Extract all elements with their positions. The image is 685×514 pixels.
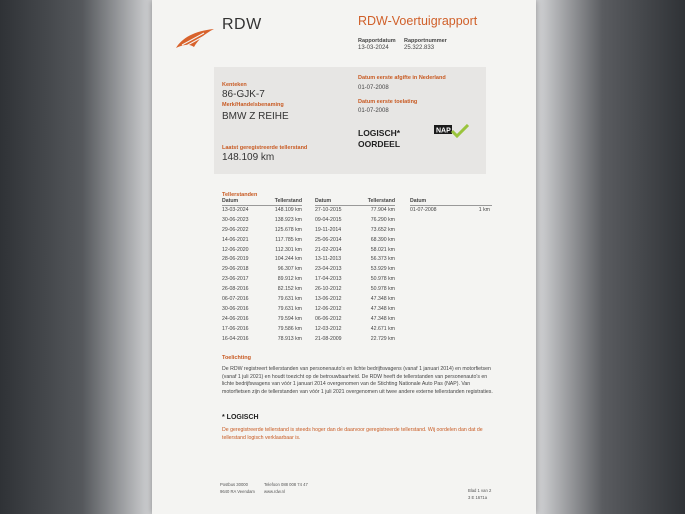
reading-km: 82.152 km <box>277 286 302 293</box>
plate-label: Kenteken <box>222 82 247 88</box>
reading-km: 58.021 km <box>370 246 395 253</box>
reading-km: 148.109 km <box>274 207 302 213</box>
reading-date: 06-07-2016 <box>222 296 249 303</box>
reading-km: 1 km <box>478 207 490 213</box>
make-value: BMW Z REIHE <box>222 111 289 122</box>
table-header <box>222 198 302 206</box>
footer-page-number: Blad 1 van 2 <box>468 488 492 493</box>
readings-table-2 <box>315 198 395 344</box>
reading-date: 12-03-2012 <box>315 325 342 332</box>
table-row <box>315 206 395 216</box>
table-row <box>315 325 395 335</box>
reading-km: 68.390 km <box>370 236 395 243</box>
report-date: 13-03-2024 <box>358 45 389 51</box>
reading-date: 13-03-2024 <box>222 207 249 213</box>
footer-contact <box>264 481 308 495</box>
footer-city: 9640 RA Veendam <box>220 489 255 494</box>
last-odo-value: 148.109 km <box>222 152 275 163</box>
reading-date: 21-08-2009 <box>315 335 342 342</box>
report-title: RDW-Voertuigrapport <box>358 14 478 28</box>
table-row <box>222 295 302 305</box>
reading-km: 96.307 km <box>277 266 302 273</box>
reading-km: 89.912 km <box>277 276 302 283</box>
col-odo-header: Tellerstand <box>367 198 395 204</box>
table-header <box>410 198 492 206</box>
reading-km: 73.652 km <box>370 226 395 233</box>
rdw-logo-icon <box>174 28 216 50</box>
reading-date: 13-06-2012 <box>315 296 342 303</box>
reading-date: 09-04-2015 <box>315 216 342 223</box>
report-page <box>152 0 536 514</box>
col-odo-header <box>450 198 490 205</box>
footer-code: 3 E 1671a <box>468 495 488 500</box>
reading-km: 42.671 km <box>370 325 395 332</box>
reading-km: 50.978 km <box>370 276 395 283</box>
reading-km: 76.290 km <box>370 216 395 223</box>
footer-address <box>220 481 255 495</box>
reading-date: 26-08-2016 <box>222 286 249 293</box>
reading-km: 53.929 km <box>370 266 395 273</box>
reading-date: 25-06-2014 <box>315 236 342 243</box>
footer-web: www.rdw.nl <box>264 489 285 494</box>
reading-date: 12-06-2012 <box>315 305 342 312</box>
reading-date: 29-06-2022 <box>222 226 249 233</box>
plate-value: 86-GJK-7 <box>222 89 265 100</box>
table-row <box>315 335 395 345</box>
explanation-text: De RDW registreert tellerstanden van personenauto's en lichte bedrijfswagens (vanaf 1 januari 2014) en motorfietsen (vanaf 1 juli 2021) en houdt toezicht op de betrouwbaarheid. De RDW heeft de tellerstanden van personenauto's en lichte bedrijfswagens van vóór 1 januari 2014 overgenomen van de Stichting Nationale Auto Pas (NAP). Van motorfietsen zijn de tellerstanden van vóór 1 juli 2021 overgenomen uit twee andere externe tellerstanden registraties. <box>222 366 493 395</box>
reading-date: 27-10-2015 <box>315 207 342 213</box>
table-row <box>222 305 302 315</box>
table-row <box>410 206 492 216</box>
verdict-line1: LOGISCH* <box>358 128 401 138</box>
reading-date: 30-06-2016 <box>222 305 249 312</box>
reading-date: 23-04-2013 <box>315 266 342 273</box>
footer-phone: Telefoon 088 008 74 47 <box>264 482 308 487</box>
reading-km: 104.244 km <box>274 256 302 263</box>
table-row <box>315 285 395 295</box>
verdict <box>358 128 400 150</box>
table-row <box>222 206 302 216</box>
col-date-header: Datum <box>222 198 239 204</box>
reading-date: 12-06-2020 <box>222 246 249 253</box>
reading-date: 19-11-2014 <box>315 226 342 233</box>
reading-km: 47.348 km <box>370 315 395 322</box>
reading-date: 17-04-2013 <box>315 276 342 283</box>
table-row <box>222 246 302 256</box>
col-date-header: Datum <box>410 198 427 204</box>
reading-date: 23-06-2017 <box>222 276 249 283</box>
report-number: 25.322.833 <box>404 45 435 51</box>
col-odo-header: Tellerstand <box>274 198 302 204</box>
readings-title: Tellerstanden <box>222 192 258 198</box>
reading-km: 50.978 km <box>370 286 395 293</box>
table-row <box>315 226 395 236</box>
table-row <box>222 236 302 246</box>
reading-km: 56.373 km <box>370 256 395 263</box>
report-date-label: Rapportdatum <box>358 38 396 44</box>
reading-date: 26-10-2012 <box>315 286 342 293</box>
reading-date: 13-11-2013 <box>315 256 342 263</box>
reading-km: 79.631 km <box>277 305 302 312</box>
reading-date: 01-07-2008 <box>410 207 437 213</box>
first-adm-label: Datum eerste toelating <box>358 99 418 105</box>
first-nl-label: Datum eerste afgifte in Nederland <box>358 75 446 81</box>
reading-km: 77.904 km <box>370 207 395 213</box>
table-row <box>315 265 395 275</box>
reading-km: 47.348 km <box>370 305 395 312</box>
table-row <box>222 285 302 295</box>
reading-km: 78.913 km <box>277 335 302 342</box>
reading-km: 112.301 km <box>275 246 302 253</box>
table-row <box>315 216 395 226</box>
table-row <box>222 255 302 265</box>
table-row <box>315 255 395 265</box>
table-row <box>222 325 302 335</box>
table-row <box>315 295 395 305</box>
brand-name: RDW <box>222 16 262 33</box>
reading-date: 06-06-2012 <box>315 315 342 322</box>
reading-date: 16-04-2016 <box>222 335 249 342</box>
reading-date: 14-06-2021 <box>222 236 249 243</box>
nap-check-icon <box>434 124 470 138</box>
make-label: Merk/Handelsbenaming <box>222 102 284 108</box>
table-header <box>315 198 395 206</box>
logisch-title: * LOGISCH <box>222 414 259 421</box>
readings-table-3 <box>410 198 492 216</box>
reading-km: 79.631 km <box>277 296 302 303</box>
first-nl-value: 01-07-2008 <box>358 85 389 91</box>
readings-table-1 <box>222 198 302 344</box>
verdict-line2: OORDEEL <box>358 139 401 149</box>
reading-date: 30-06-2023 <box>222 216 249 223</box>
reading-km: 22.729 km <box>370 335 395 342</box>
reading-km: 47.348 km <box>370 296 395 303</box>
table-row <box>222 216 302 226</box>
table-row <box>315 305 395 315</box>
col-date-header: Datum <box>315 198 332 204</box>
reading-km: 138.923 km <box>274 216 302 223</box>
footer-page <box>468 487 491 501</box>
reading-date: 21-02-2014 <box>315 246 342 253</box>
table-row <box>315 315 395 325</box>
table-row <box>315 246 395 256</box>
reading-date: 17-06-2016 <box>222 325 249 332</box>
report-number-label: Rapportnummer <box>404 38 447 44</box>
reading-date: 24-06-2016 <box>222 315 249 322</box>
footer-postbox: Postbus 30000 <box>220 482 248 487</box>
reading-date: 28-06-2019 <box>222 256 249 263</box>
last-odo-label: Laatst geregistreerde tellerstand <box>222 145 308 151</box>
reading-date: 29-06-2018 <box>222 266 249 273</box>
table-row <box>315 275 395 285</box>
explanation-title: Toelichting <box>222 355 251 361</box>
first-adm-value: 01-07-2008 <box>358 108 389 114</box>
reading-km: 79.586 km <box>277 325 302 332</box>
reading-km: 79.594 km <box>277 315 302 322</box>
logisch-text: De geregistreerde tellerstand is steeds hoger dan de daarvoor geregistreerde tellerstand. Wij oordelen dan dat de tellerstand logisch verklaarbaar is. <box>222 427 483 441</box>
table-row <box>222 265 302 275</box>
table-row <box>222 315 302 325</box>
table-row <box>315 236 395 246</box>
nap-text: NAP <box>436 127 451 135</box>
reading-km: 125.678 km <box>274 226 302 233</box>
table-row <box>222 275 302 285</box>
table-row <box>222 226 302 236</box>
table-row <box>222 335 302 345</box>
reading-km: 117.785 km <box>275 236 302 243</box>
